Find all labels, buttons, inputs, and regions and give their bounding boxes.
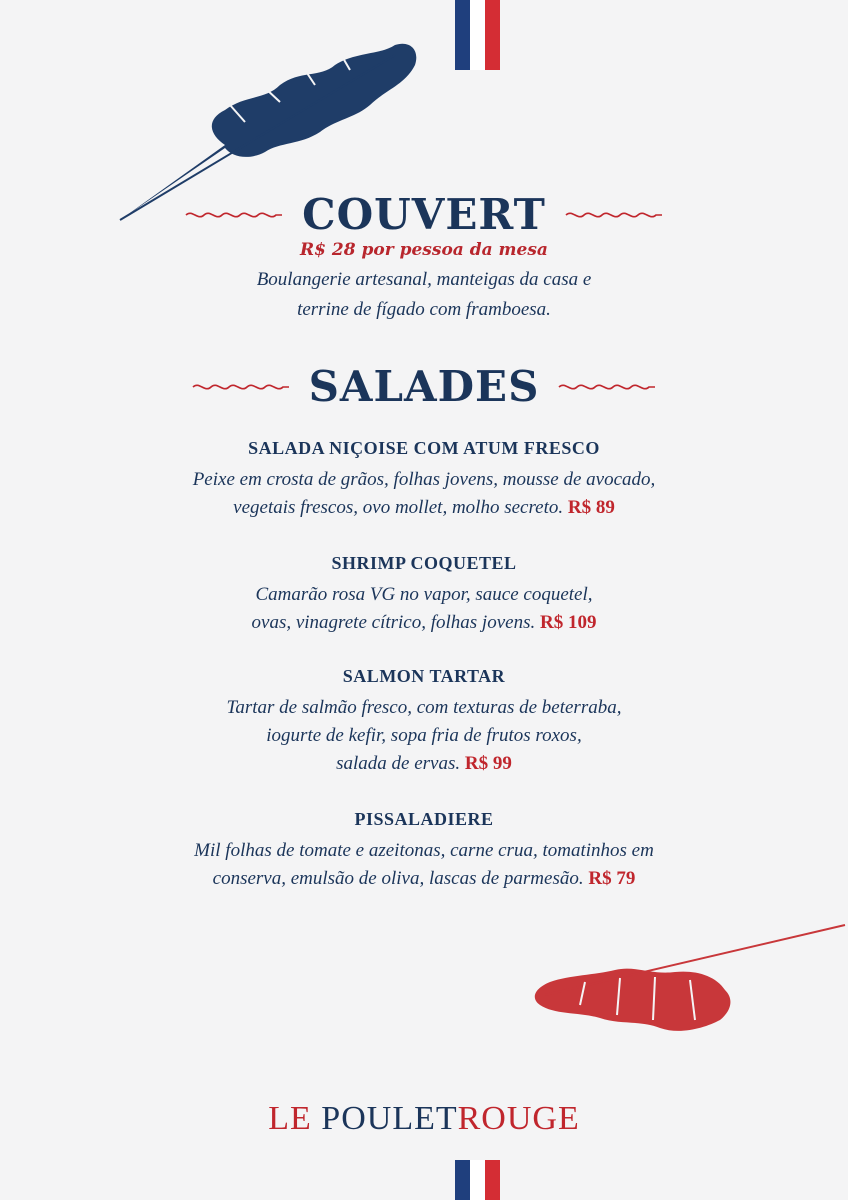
menu-item-desc-line1: Peixe em crosta de grãos, folhas jovens, mousse de avocado, (192, 469, 656, 490)
menu-item-desc-line1: Camarão rosa VG no vapor, sauce coquetel, (255, 584, 593, 605)
menu-item-desc-text: vegetais frescos, ovo mollet, molho secreto. (233, 497, 564, 518)
menu-item-desc-line2 (0, 865, 848, 892)
menu-item-desc-line1: Tartar de salmão fresco, com texturas de beterraba, (226, 697, 622, 718)
scroll-ornament-icon (184, 209, 284, 221)
scroll-ornament-icon (191, 381, 291, 393)
menu-item-price: R$ 89 (567, 497, 615, 518)
scroll-ornament-icon (564, 209, 664, 221)
scroll-ornament-icon (557, 381, 657, 393)
menu-item-desc-text: ovas, vinagrete cítrico, folhas jovens. (251, 612, 536, 633)
red-feather-icon (525, 920, 848, 1055)
menu-item-price: R$ 99 (464, 753, 512, 774)
menu-item-title: PISSALADIERE (354, 809, 494, 829)
menu-item-title: SHRIMP COQUETEL (331, 553, 517, 573)
menu-item-desc-text: salada de ervas. (336, 753, 461, 774)
brand-logo (0, 1100, 848, 1138)
menu-item-price: R$ 109 (539, 612, 597, 633)
couvert-price: R$ 28 por pessoa da mesa (300, 240, 548, 260)
french-flag-icon (455, 0, 500, 70)
french-flag-icon (455, 1160, 500, 1200)
menu-item-title: SALMON TARTAR (342, 666, 506, 686)
brand-word-rouge: ROUGE (457, 1100, 580, 1137)
couvert-title: COUVERT (302, 190, 546, 239)
menu-item-desc-text: conserva, emulsão de oliva, lascas de parmesão. (212, 868, 584, 889)
menu-item-desc-line2 (0, 609, 848, 636)
menu-item-desc-line2 (0, 494, 848, 521)
brand-word-le: LE (268, 1100, 312, 1137)
brand-word-poulet: POULET (321, 1100, 458, 1137)
menu-item-title: SALADA NIÇOISE COM ATUM FRESCO (248, 438, 600, 458)
couvert-desc-line2: terrine de fígado com framboesa. (297, 299, 551, 320)
couvert-desc-line1: Boulangerie artesanal, manteigas da casa e (256, 269, 592, 290)
menu-item-desc-line2: iogurte de kefir, sopa fria de frutos roxos, (266, 725, 582, 746)
salades-title: SALADES (308, 362, 540, 411)
menu-item-desc-line1: Mil folhas de tomate e azeitonas, carne crua, tomatinhos em (194, 840, 654, 861)
menu-item-desc-line3 (0, 750, 848, 777)
menu-item-price: R$ 79 (588, 868, 636, 889)
